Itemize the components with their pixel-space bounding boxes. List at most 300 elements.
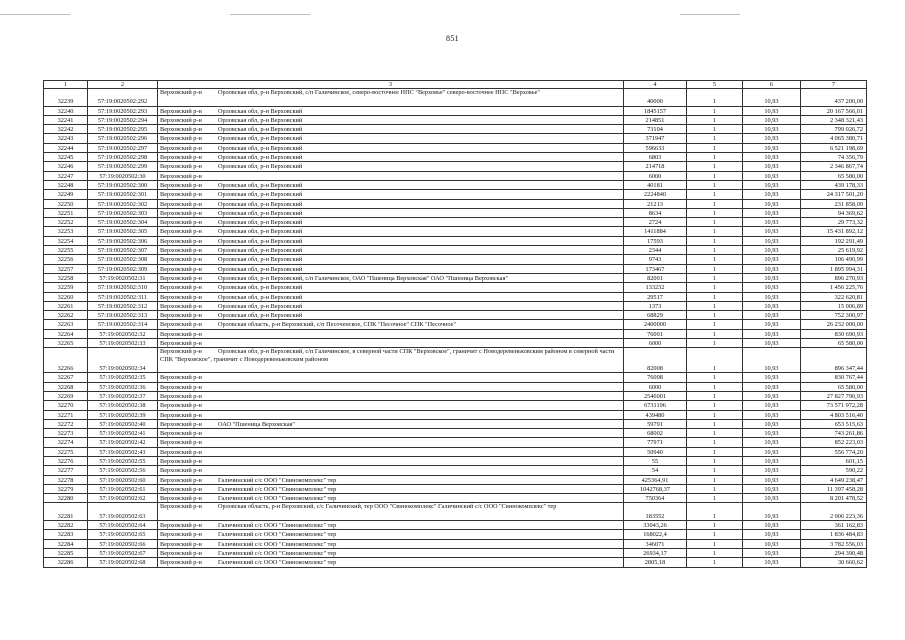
area-cell: 2724 <box>624 218 687 227</box>
row-number-cell: 32285 <box>44 548 88 557</box>
cadastral-value-cell: 896 347,44 <box>801 348 867 373</box>
quantity-cell: 1 <box>687 429 743 438</box>
rate-cell: 10,93 <box>743 301 801 310</box>
area-cell: 68829 <box>624 311 687 320</box>
address-text: Орловская обл, р-н Верховский <box>218 163 303 171</box>
area-cell: 21213 <box>624 199 687 208</box>
table-row <box>44 255 867 264</box>
row-number-cell: 32254 <box>44 236 88 245</box>
column-header: 5 <box>687 81 743 89</box>
table-row <box>44 447 867 456</box>
quantity-cell: 1 <box>687 134 743 143</box>
cadastral-number-cell: 57:19:0020502:38 <box>88 401 158 410</box>
row-number-cell: 32281 <box>44 503 88 521</box>
quantity-cell: 1 <box>687 255 743 264</box>
cadastral-value-cell: 1 456 225,76 <box>801 283 867 292</box>
table-row <box>44 171 867 180</box>
area-cell: 33043,26 <box>624 521 687 530</box>
table-body <box>44 81 867 568</box>
rate-cell: 10,93 <box>743 171 801 180</box>
location-cell <box>158 419 624 428</box>
column-header: 6 <box>743 81 801 89</box>
location-cell <box>158 218 624 227</box>
district-text: Верховский р-н <box>160 439 202 447</box>
table-row <box>44 311 867 320</box>
address-text: Орловская обл, р-н Верховский <box>218 144 303 152</box>
cadastral-number-cell: 57:19:0020502:66 <box>88 539 158 548</box>
area-cell: 596633 <box>624 143 687 152</box>
district-text: Верховский р-н <box>160 321 202 329</box>
quantity-cell: 1 <box>687 89 743 107</box>
address-text: Галичинский с/с ООО "Свинокомплекс" тер <box>218 476 337 484</box>
table-row <box>44 236 867 245</box>
cadastral-value-cell: 15 431 892,12 <box>801 227 867 236</box>
area-cell: 214851 <box>624 115 687 124</box>
quantity-cell: 1 <box>687 301 743 310</box>
area-cell: 50940 <box>624 447 687 456</box>
district-text: Верховский р-н <box>160 476 202 484</box>
cadastral-value-cell: 752 300,97 <box>801 311 867 320</box>
cadastral-number-cell: 57:19:0020502:307 <box>88 246 158 255</box>
quantity-cell: 1 <box>687 419 743 428</box>
rate-cell: 10,93 <box>743 89 801 107</box>
area-cell: 1845157 <box>624 106 687 115</box>
district-text: Верховский р-н <box>160 284 202 292</box>
cadastral-value-cell: 2 348 321,43 <box>801 115 867 124</box>
location-cell <box>158 382 624 391</box>
address-text: Орловская обл, р-н Верховский <box>218 293 303 301</box>
district-text: Верховский р-н <box>160 107 202 115</box>
quantity-cell: 1 <box>687 162 743 171</box>
district-text: Верховский р-н <box>160 457 202 465</box>
row-number-cell: 32272 <box>44 419 88 428</box>
rate-cell: 10,93 <box>743 208 801 217</box>
cadastral-number-cell: 57:19:0020502:65 <box>88 530 158 539</box>
quantity-cell: 1 <box>687 410 743 419</box>
column-header: 4 <box>624 81 687 89</box>
row-number-cell: 32262 <box>44 311 88 320</box>
cadastral-value-cell: 3 782 556,03 <box>801 539 867 548</box>
rate-cell: 10,93 <box>743 475 801 484</box>
quantity-cell: 1 <box>687 339 743 348</box>
district-text: Верховский р-н <box>160 340 202 348</box>
district-text: Верховский р-н <box>160 420 202 428</box>
table-row <box>44 134 867 143</box>
district-text: Верховский р-н <box>160 448 202 456</box>
table-row <box>44 106 867 115</box>
quantity-cell: 1 <box>687 227 743 236</box>
address-text: Орловская обл, р-н Верховский <box>218 135 303 143</box>
table-row <box>44 273 867 282</box>
row-number-cell: 32248 <box>44 180 88 189</box>
row-number-cell: 32261 <box>44 301 88 310</box>
location-cell <box>158 190 624 199</box>
district-text: Верховский р-н <box>160 302 202 310</box>
area-cell: 6000 <box>624 339 687 348</box>
row-number-cell: 32265 <box>44 339 88 348</box>
cadastral-number-cell: 57:19:0020502:32 <box>88 329 158 338</box>
address-text: Орловская обл, р-н Верховский <box>218 191 303 199</box>
rate-cell: 10,93 <box>743 401 801 410</box>
cadastral-number-cell: 57:19:0020502:34 <box>88 348 158 373</box>
table-row <box>44 456 867 465</box>
cadastral-value-cell: 30 660,62 <box>801 558 867 567</box>
row-number-cell: 32276 <box>44 456 88 465</box>
table-row <box>44 484 867 493</box>
rate-cell: 10,93 <box>743 292 801 301</box>
area-cell: 82001 <box>624 273 687 282</box>
cadastral-number-cell: 57:19:0020502:39 <box>88 410 158 419</box>
address-text: Орловская обл, р-н Верховский <box>218 200 303 208</box>
quantity-cell: 1 <box>687 539 743 548</box>
cadastral-value-cell: 830 690,93 <box>801 329 867 338</box>
table-row <box>44 401 867 410</box>
cadastral-value-cell: 294 390,48 <box>801 548 867 557</box>
rate-cell: 10,93 <box>743 246 801 255</box>
rate-cell: 10,93 <box>743 438 801 447</box>
location-cell <box>158 264 624 273</box>
rate-cell: 10,93 <box>743 199 801 208</box>
area-cell: 168022,4 <box>624 530 687 539</box>
quantity-cell: 1 <box>687 311 743 320</box>
cadastral-value-cell: 4 649 238,47 <box>801 475 867 484</box>
row-number-cell: 32270 <box>44 401 88 410</box>
row-number-cell: 32240 <box>44 106 88 115</box>
rate-cell: 10,93 <box>743 311 801 320</box>
rate-cell: 10,93 <box>743 162 801 171</box>
location-cell <box>158 255 624 264</box>
district-text: Верховский р-н <box>160 200 202 208</box>
row-number-cell: 32251 <box>44 208 88 217</box>
cadastral-number-cell: 57:19:0020502:311 <box>88 292 158 301</box>
cadastral-value-cell: 231 858,09 <box>801 199 867 208</box>
area-cell: 173467 <box>624 264 687 273</box>
address-text: Орловская обл, р-н Верховский <box>218 181 303 189</box>
cadastral-number-cell: 57:19:0020502:301 <box>88 190 158 199</box>
address-text: Орловская обл, р-н Верховский <box>218 312 303 320</box>
area-cell: 26934,17 <box>624 548 687 557</box>
row-number-cell: 32250 <box>44 199 88 208</box>
table-row <box>44 348 867 373</box>
row-number-cell: 32268 <box>44 382 88 391</box>
address-text: Орловская обл, р-н Верховский, с/п Галичинское, в северной части СПК "Верховское", граничит с Новодеревеньковским районом в северной части СПК "Верховское", граничит с Новодеревеньковским районом <box>160 348 615 364</box>
quantity-cell: 1 <box>687 503 743 521</box>
quantity-cell: 1 <box>687 382 743 391</box>
district-text: Верховский р-н <box>160 219 202 227</box>
row-number-cell: 32243 <box>44 134 88 143</box>
area-cell: 439480 <box>624 410 687 419</box>
district-text: Верховский р-н <box>160 116 202 124</box>
rate-cell: 10,93 <box>743 143 801 152</box>
area-cell: 1411884 <box>624 227 687 236</box>
table-row <box>44 503 867 521</box>
address-text: Галичинский с/с ООО "Свинокомплекс" тер <box>218 540 337 548</box>
table-row <box>44 475 867 484</box>
location-cell <box>158 153 624 162</box>
column-header: 2 <box>88 81 158 89</box>
cadastral-number-cell: 57:19:0020502:313 <box>88 311 158 320</box>
quantity-cell: 1 <box>687 218 743 227</box>
cadastral-number-cell: 57:19:0020502:36 <box>88 382 158 391</box>
table-row <box>44 264 867 273</box>
address-text: Орловская обл, р-н Верховский <box>218 284 303 292</box>
table-row <box>44 438 867 447</box>
area-cell: 6731196 <box>624 401 687 410</box>
location-cell <box>158 301 624 310</box>
address-text: Орловская область, р-н Верховский, с/п Песоченское, СПК "Песочное" СПК "Песочное" <box>218 321 457 329</box>
rate-cell: 10,93 <box>743 236 801 245</box>
address-text: Галичинский с/с ООО "Свинокомплекс" тер <box>218 522 337 530</box>
district-text: Верховский р-н <box>160 485 202 493</box>
quantity-cell: 1 <box>687 208 743 217</box>
rate-cell: 10,93 <box>743 153 801 162</box>
rate-cell: 10,93 <box>743 456 801 465</box>
address-text: Галичинский с/с ООО "Свинокомплекс" тер <box>218 559 337 567</box>
table-row <box>44 115 867 124</box>
rate-cell: 10,93 <box>743 273 801 282</box>
rate-cell: 10,93 <box>743 134 801 143</box>
location-cell <box>158 548 624 557</box>
quantity-cell: 1 <box>687 548 743 557</box>
row-number-cell: 32256 <box>44 255 88 264</box>
cadastral-value-cell: 743 261,86 <box>801 429 867 438</box>
cadastral-number-cell: 57:19:0020502:297 <box>88 143 158 152</box>
district-text: Верховский р-н <box>160 531 202 539</box>
quantity-cell: 1 <box>687 236 743 245</box>
rate-cell: 10,93 <box>743 429 801 438</box>
cadastral-value-cell: 26 232 000,00 <box>801 320 867 329</box>
address-text: Галичинский с/с ООО "Свинокомплекс" тер <box>218 495 337 503</box>
rate-cell: 10,93 <box>743 180 801 189</box>
cadastral-number-cell: 57:19:0020502:31 <box>88 273 158 282</box>
location-cell <box>158 503 624 521</box>
location-cell <box>158 466 624 475</box>
cadastral-value-cell: 322 620,81 <box>801 292 867 301</box>
row-number-cell: 32253 <box>44 227 88 236</box>
area-cell: 8634 <box>624 208 687 217</box>
location-cell <box>158 273 624 282</box>
district-text: Верховский р-н <box>160 402 202 410</box>
rate-cell: 10,93 <box>743 115 801 124</box>
table-row <box>44 227 867 236</box>
cadastral-value-cell: 590,22 <box>801 466 867 475</box>
area-cell: 77971 <box>624 438 687 447</box>
location-cell <box>158 143 624 152</box>
area-cell: 17593 <box>624 236 687 245</box>
cadastral-number-cell: 57:19:0020502:41 <box>88 429 158 438</box>
district-text: Верховский р-н <box>160 172 202 180</box>
quantity-cell: 1 <box>687 558 743 567</box>
cadastral-value-cell: 15 006,89 <box>801 301 867 310</box>
area-cell: 750364 <box>624 494 687 503</box>
rate-cell: 10,93 <box>743 503 801 521</box>
table-row <box>44 339 867 348</box>
cadastral-value-cell: 29 773,32 <box>801 218 867 227</box>
row-number-cell: 32244 <box>44 143 88 152</box>
row-number-cell: 32279 <box>44 484 88 493</box>
row-number-cell: 32246 <box>44 162 88 171</box>
cadastral-value-cell: 8 201 478,52 <box>801 494 867 503</box>
quantity-cell: 1 <box>687 438 743 447</box>
cadastral-number-cell: 57:19:0020502:300 <box>88 180 158 189</box>
row-number-cell: 32286 <box>44 558 88 567</box>
location-cell <box>158 125 624 134</box>
rate-cell: 10,93 <box>743 466 801 475</box>
quantity-cell: 1 <box>687 180 743 189</box>
row-number-cell: 32284 <box>44 539 88 548</box>
cadastral-number-cell: 57:19:0020502:305 <box>88 227 158 236</box>
quantity-cell: 1 <box>687 373 743 382</box>
quantity-cell: 1 <box>687 283 743 292</box>
page-number: 851 <box>446 34 459 43</box>
location-cell <box>158 348 624 373</box>
cadastral-number-cell: 57:19:0020502:33 <box>88 339 158 348</box>
cadastral-number-cell: 57:19:0020502:62 <box>88 494 158 503</box>
location-cell <box>158 494 624 503</box>
location-cell <box>158 292 624 301</box>
cadastral-value-cell: 65 580,00 <box>801 382 867 391</box>
location-cell <box>158 171 624 180</box>
area-cell: 68002 <box>624 429 687 438</box>
table-row <box>44 153 867 162</box>
quantity-cell: 1 <box>687 125 743 134</box>
quantity-cell: 1 <box>687 153 743 162</box>
cadastral-value-cell: 852 223,03 <box>801 438 867 447</box>
cadastral-number-cell: 57:19:0020502:56 <box>88 466 158 475</box>
rate-cell: 10,93 <box>743 339 801 348</box>
row-number-cell: 32269 <box>44 391 88 400</box>
row-number-cell: 32273 <box>44 429 88 438</box>
quantity-cell: 1 <box>687 530 743 539</box>
location-cell <box>158 134 624 143</box>
quantity-cell: 1 <box>687 199 743 208</box>
cadastral-value-cell: 192 291,49 <box>801 236 867 245</box>
address-text: Орловская обл, р-н Верховский <box>218 237 303 245</box>
quantity-cell: 1 <box>687 246 743 255</box>
area-cell: 2546001 <box>624 391 687 400</box>
location-cell <box>158 401 624 410</box>
address-text: Орловская область, р-н Верховский, с/с Галичинский, тер ООО "Свинокомплекс" Галичинский с/с ООО "Свинокомплекс" тер <box>218 503 557 511</box>
address-text: Орловская обл, р-н Верховский <box>218 256 303 264</box>
rate-cell: 10,93 <box>743 410 801 419</box>
quantity-cell: 1 <box>687 190 743 199</box>
rate-cell: 10,93 <box>743 106 801 115</box>
district-text: Верховский р-н <box>160 348 202 356</box>
location-cell <box>158 447 624 456</box>
district-text: Верховский р-н <box>160 144 202 152</box>
rate-cell: 10,93 <box>743 218 801 227</box>
cadastral-number-cell: 57:19:0020502:314 <box>88 320 158 329</box>
cadastral-number-cell: 57:19:0020502:308 <box>88 255 158 264</box>
cadastral-value-cell: 20 167 566,01 <box>801 106 867 115</box>
cadastral-value-cell: 1 895 994,31 <box>801 264 867 273</box>
cadastral-number-cell: 57:19:0020502:63 <box>88 503 158 521</box>
area-cell: 214718 <box>624 162 687 171</box>
district-text: Верховский р-н <box>160 522 202 530</box>
table-row <box>44 373 867 382</box>
row-number-cell: 32258 <box>44 273 88 282</box>
table-row <box>44 301 867 310</box>
cadastral-value-cell: 27 827 790,93 <box>801 391 867 400</box>
column-header: 3 <box>158 81 624 89</box>
row-number-cell: 32266 <box>44 348 88 373</box>
district-text: Верховский р-н <box>160 383 202 391</box>
table-row <box>44 89 867 107</box>
location-cell <box>158 199 624 208</box>
cadastral-number-cell: 57:19:0020502:312 <box>88 301 158 310</box>
area-cell: 73104 <box>624 125 687 134</box>
row-number-cell: 32239 <box>44 89 88 107</box>
quantity-cell: 1 <box>687 475 743 484</box>
cadastral-number-cell: 57:19:0020502:30 <box>88 171 158 180</box>
row-number-cell: 32275 <box>44 447 88 456</box>
cadastral-value-cell: 437 200,00 <box>801 89 867 107</box>
location-cell <box>158 320 624 329</box>
cadastral-number-cell: 57:19:0020502:60 <box>88 475 158 484</box>
quantity-cell: 1 <box>687 456 743 465</box>
row-number-cell: 32242 <box>44 125 88 134</box>
table-row <box>44 494 867 503</box>
cadastral-number-cell: 57:19:0020502:310 <box>88 283 158 292</box>
quantity-cell: 1 <box>687 143 743 152</box>
area-cell: 371947 <box>624 134 687 143</box>
table-row <box>44 391 867 400</box>
table-row <box>44 410 867 419</box>
row-number-cell: 32257 <box>44 264 88 273</box>
row-number-cell: 32267 <box>44 373 88 382</box>
cadastral-value-cell: 2 006 223,36 <box>801 503 867 521</box>
scan-artifact-line <box>680 14 740 15</box>
area-cell: 55 <box>624 456 687 465</box>
area-cell: 9743 <box>624 255 687 264</box>
quantity-cell: 1 <box>687 320 743 329</box>
area-cell: 2224840 <box>624 190 687 199</box>
district-text: Верховский р-н <box>160 312 202 320</box>
cadastral-number-cell: 57:19:0020502:306 <box>88 236 158 245</box>
rate-cell: 10,93 <box>743 125 801 134</box>
district-text: Верховский р-н <box>160 163 202 171</box>
area-cell: 40181 <box>624 180 687 189</box>
area-cell: 425364,91 <box>624 475 687 484</box>
district-text: Верховский р-н <box>160 495 202 503</box>
quantity-cell: 1 <box>687 273 743 282</box>
cadastral-number-cell: 57:19:0020502:43 <box>88 447 158 456</box>
cadastral-value-cell: 1 836 484,83 <box>801 530 867 539</box>
area-cell: 40000 <box>624 89 687 107</box>
table-row <box>44 558 867 567</box>
cadastral-number-cell: 57:19:0020502:302 <box>88 199 158 208</box>
cadastral-value-cell: 896 270,93 <box>801 273 867 282</box>
cadastral-value-cell: 439 178,33 <box>801 180 867 189</box>
cadastral-value-cell: 361 162,83 <box>801 521 867 530</box>
address-text: Орловская обл, р-н Верховский <box>218 219 303 227</box>
district-text: Верховский р-н <box>160 330 202 338</box>
rate-cell: 10,93 <box>743 447 801 456</box>
location-cell <box>158 521 624 530</box>
location-cell <box>158 236 624 245</box>
location-cell <box>158 180 624 189</box>
table-row <box>44 162 867 171</box>
quantity-cell: 1 <box>687 484 743 493</box>
rate-cell: 10,93 <box>743 227 801 236</box>
rate-cell: 10,93 <box>743 419 801 428</box>
table-row <box>44 548 867 557</box>
quantity-cell: 1 <box>687 521 743 530</box>
location-cell <box>158 391 624 400</box>
cadastral-value-cell: 4 065 380,71 <box>801 134 867 143</box>
location-cell <box>158 106 624 115</box>
address-text: Орловская обл, р-н Верховский <box>218 247 303 255</box>
